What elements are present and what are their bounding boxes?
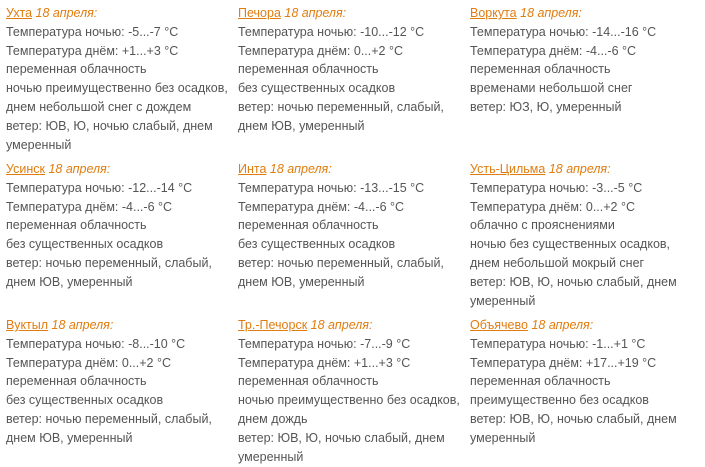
forecast-card-tr-pechorsk [238, 316, 470, 467]
cloudiness: облачно с прояснениями [470, 218, 615, 233]
night-temperature [6, 335, 234, 354]
card-header [6, 316, 234, 335]
night-temperature-label: Температура ночью: [238, 336, 361, 351]
night-temperature-label: Температура ночью: [470, 24, 593, 39]
card-header [470, 160, 701, 179]
day-temperature-label: Температура днём: [470, 355, 586, 370]
city-link[interactable]: Вуктыл [6, 318, 49, 332]
night-temperature [470, 335, 701, 354]
city-link[interactable]: Инта [238, 162, 267, 176]
night-temperature [238, 179, 466, 198]
day-temperature [238, 198, 466, 217]
day-temperature-label: Температура днём: [6, 355, 122, 370]
day-temperature-label: Температура днём: [238, 199, 354, 214]
forecast-card-ukhta [6, 4, 238, 160]
day-temperature-label: Температура днём: [238, 43, 354, 58]
forecast-card-obyachevo [470, 316, 705, 467]
wind: ветер: ночью переменный, слабый, днем ЮВ, умеренный [238, 255, 444, 289]
night-temperature [6, 23, 234, 42]
day-temperature-label: Температура днём: [238, 355, 354, 370]
night-temperature [238, 23, 466, 42]
day-temperature-value: 0...+2 °C [585, 199, 635, 214]
city-link[interactable]: Печора [238, 6, 281, 20]
day-temperature-value: +1...+3 °C [353, 355, 411, 370]
day-temperature [470, 198, 701, 217]
night-temperature-label: Температура ночью: [6, 336, 129, 351]
day-temperature-label: Температура днём: [470, 43, 586, 58]
day-temperature [238, 42, 466, 61]
night-temperature-value: -13...-15 °C [360, 180, 425, 195]
wind: ветер: ночью переменный, слабый, днем ЮВ, умеренный [6, 411, 212, 445]
wind: ветер: ночью переменный, слабый, днем ЮВ, умеренный [6, 255, 212, 289]
day-temperature-value: +1...+3 °C [121, 43, 179, 58]
night-temperature-label: Температура ночью: [238, 180, 361, 195]
forecast-card-inta [238, 160, 470, 316]
forecast-grid [6, 4, 705, 467]
card-header [6, 160, 234, 179]
precipitation: без существенных осадков [238, 81, 396, 96]
day-temperature [6, 354, 234, 373]
cloudiness: переменная облачность [238, 62, 379, 77]
day-temperature-label: Температура днём: [6, 43, 122, 58]
day-temperature-value: -4...-6 °C [121, 199, 173, 214]
day-temperature [6, 42, 234, 61]
city-link[interactable]: Объячево [470, 318, 528, 332]
card-header [238, 316, 466, 335]
precipitation: без существенных осадков [6, 237, 164, 252]
night-temperature [238, 335, 466, 354]
city-link[interactable]: Воркута [470, 6, 517, 20]
card-header [238, 160, 466, 179]
night-temperature-value: -14...-16 °C [592, 24, 657, 39]
precipitation: без существенных осадков [6, 393, 164, 408]
cloudiness: переменная облачность [6, 374, 147, 389]
forecast-card-pechora [238, 4, 470, 160]
day-temperature [238, 354, 466, 373]
precipitation: ночью без существенных осадков, днем небольшой мокрый снег [470, 237, 671, 270]
card-header [470, 4, 701, 23]
night-temperature-value: -5...-7 °C [128, 24, 179, 39]
wind: ветер: ЮВ, Ю, ночью слабый, днем умеренный [238, 430, 445, 464]
precipitation: преимущественно без осадков [470, 393, 649, 408]
card-header [6, 4, 234, 23]
city-link[interactable]: Усть-Цильма [470, 162, 546, 176]
precipitation: ночью преимущественно без осадков, днем дождь [238, 393, 460, 426]
forecast-date: 18 апреля: [520, 6, 582, 20]
day-temperature-value: 0...+2 °C [353, 43, 403, 58]
precipitation: временами небольшой снег [470, 81, 633, 96]
city-link[interactable]: Ухта [6, 6, 33, 20]
day-temperature [470, 42, 701, 61]
day-temperature [470, 354, 701, 373]
card-header [470, 316, 701, 335]
precipitation: ночью преимущественно без осадков, днем небольшой снег с дождем [6, 81, 228, 114]
night-temperature-label: Температура ночью: [470, 180, 593, 195]
day-temperature-value: -4...-6 °C [585, 43, 637, 58]
forecast-card-ust-tsilma [470, 160, 705, 316]
night-temperature-value: -7...-9 °C [360, 336, 411, 351]
night-temperature [6, 179, 234, 198]
night-temperature-value: -12...-14 °C [128, 180, 193, 195]
cloudiness: переменная облачность [6, 218, 147, 233]
forecast-date: 18 апреля: [51, 318, 114, 332]
precipitation: без существенных осадков [238, 237, 396, 252]
day-temperature-value: +17...+19 °C [585, 355, 657, 370]
night-temperature [470, 23, 701, 42]
night-temperature-value: -3...-5 °C [592, 180, 643, 195]
card-header [238, 4, 466, 23]
wind: ветер: ЮВ, Ю, ночью слабый, днем умеренный [6, 118, 213, 152]
cloudiness: переменная облачность [238, 374, 379, 389]
night-temperature-label: Температура ночью: [238, 24, 361, 39]
forecast-date: 18 апреля: [48, 162, 111, 176]
day-temperature [6, 198, 234, 217]
wind: ветер: ЮВ, Ю, ночью слабый, днем умеренный [470, 411, 677, 445]
forecast-card-vuktyl [6, 316, 238, 467]
forecast-date: 18 апреля: [310, 318, 373, 332]
night-temperature-label: Температура ночью: [470, 336, 593, 351]
night-temperature-label: Температура ночью: [6, 24, 129, 39]
cloudiness: переменная облачность [238, 218, 379, 233]
wind: ветер: ЮВ, Ю, ночью слабый, днем умеренный [470, 274, 677, 308]
wind: ветер: ночью переменный, слабый, днем ЮВ, умеренный [238, 99, 444, 133]
night-temperature-value: -10...-12 °C [360, 24, 425, 39]
day-temperature-value: -4...-6 °C [353, 199, 405, 214]
forecast-date: 18 апреля: [531, 318, 594, 332]
day-temperature-label: Температура днём: [6, 199, 122, 214]
forecast-date: 18 апреля: [548, 162, 611, 176]
night-temperature-label: Температура ночью: [6, 180, 129, 195]
day-temperature-label: Температура днём: [470, 199, 586, 214]
cloudiness: переменная облачность [6, 62, 147, 77]
forecast-date: 18 апреля: [284, 6, 347, 20]
forecast-date: 18 апреля: [35, 6, 98, 20]
city-link[interactable]: Усинск [6, 162, 45, 176]
night-temperature-value: -1...+1 °C [592, 336, 646, 351]
forecast-card-vorkuta [470, 4, 705, 160]
city-link[interactable]: Тр.-Печорск [238, 318, 308, 332]
night-temperature [470, 179, 701, 198]
night-temperature-value: -8...-10 °C [128, 336, 186, 351]
cloudiness: переменная облачность [470, 374, 611, 389]
cloudiness: переменная облачность [470, 62, 611, 77]
wind: ветер: ЮЗ, Ю, умеренный [470, 99, 622, 114]
forecast-card-usinsk [6, 160, 238, 316]
forecast-date: 18 апреля: [269, 162, 332, 176]
day-temperature-value: 0...+2 °C [121, 355, 171, 370]
